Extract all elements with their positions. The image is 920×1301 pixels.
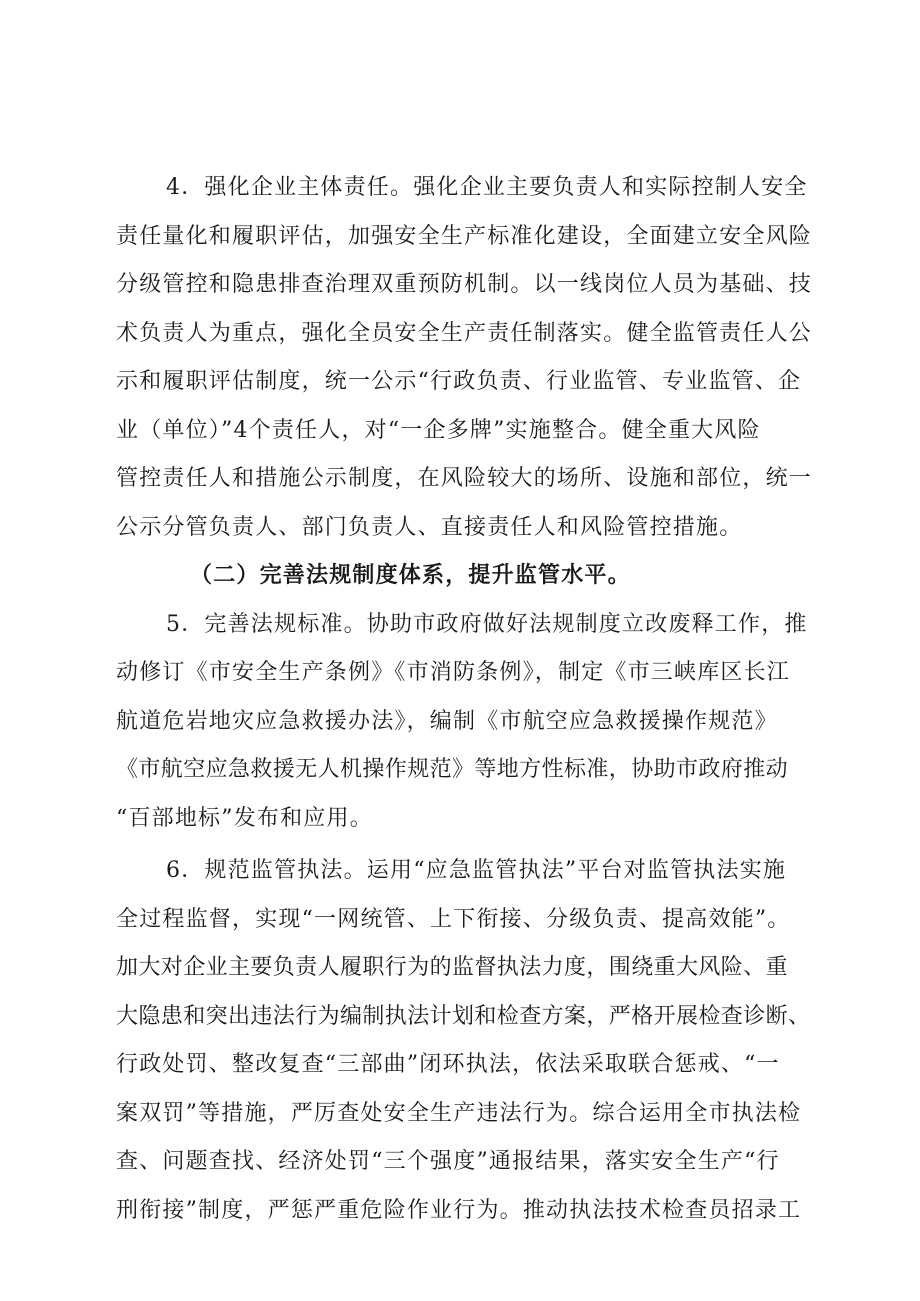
paragraph-line: 加大对企业主要负责人履职行为的监督执法力度，围绕重大风险、重 <box>116 955 789 980</box>
paragraph-line: 案双罚”等措施，严厉查处安全生产违法行为。综合运用全市执法检 <box>116 1100 802 1126</box>
paragraph-line: 刑衔接”制度，严惩严重危险作业行为。推动执法技术检查员招录工 <box>116 1197 802 1223</box>
paragraph-line: “百部地标”发布和应用。 <box>116 805 373 831</box>
paragraph-line: 术负责人为重点，强化全员安全生产责任制落实。健全监管责任人公 <box>116 320 813 346</box>
paragraph-5 <box>116 601 816 844</box>
paragraph-line: 大隐患和突出违法行为编制执法计划和检查方案，严格开展检查诊断、 <box>116 1003 811 1029</box>
paragraph-line: 公示分管负责人、部门负责人、直接责任人和风险管控措施。 <box>116 514 743 540</box>
paragraph-line: 查、问题查找、经济处罚“三个强度”通报结果，落实安全生产“行 <box>116 1149 780 1174</box>
paragraph-line: 责任量化和履职评估，加强安全生产标准化建设，全面建立安全风险 <box>116 223 813 249</box>
paragraph-line: 行政处罚、整改复查“三部曲”闭环执法，依法采取联合惩戒、“一 <box>116 1052 780 1077</box>
paragraph-line: 全过程监督，实现“一网统管、上下衔接、分级负责、提高效能”。 <box>116 906 791 932</box>
paragraph-line: 5．完善法规标准。协助市政府做好法规制度立改废释工作，推 <box>166 611 808 637</box>
document-body <box>116 164 816 1235</box>
paragraph-line: 管控责任人和措施公示制度，在风险较大的场所、设施和部位，统一 <box>116 466 813 491</box>
paragraph-line: 示和履职评估制度，统一公示“行政负责、行业监管、专业监管、企 <box>116 369 802 394</box>
paragraph-line: 业（单位）”4个责任人，对“一企多牌”实施整合。健全重大风险 <box>116 417 761 443</box>
paragraph-line: 4．强化企业主体责任。强化企业主要负责人和实际控制人安全 <box>166 175 808 200</box>
paragraph-line: 6．规范监管执法。运用“应急监管执法”平台对监管执法实施 <box>166 858 787 883</box>
paragraph-line: 动修订《市安全生产条例》《市消防条例》，制定《市三峡库区长江 <box>116 660 791 685</box>
paragraph-line: 航道危岩地灾应急救援办法》，编制《市航空应急救援操作规范》 <box>116 708 778 734</box>
paragraph-6 <box>116 847 816 1235</box>
paragraph-line: 分级管控和隐患排查治理双重预防机制。以一线岗位人员为基础、技 <box>116 272 813 297</box>
paragraph-4 <box>116 164 816 552</box>
section-heading: （二）完善法规制度体系，提升监管水平。 <box>190 563 631 588</box>
paragraph-line: 《市航空应急救援无人机操作规范》等地方性标准，协助市政府推动 <box>116 757 789 782</box>
